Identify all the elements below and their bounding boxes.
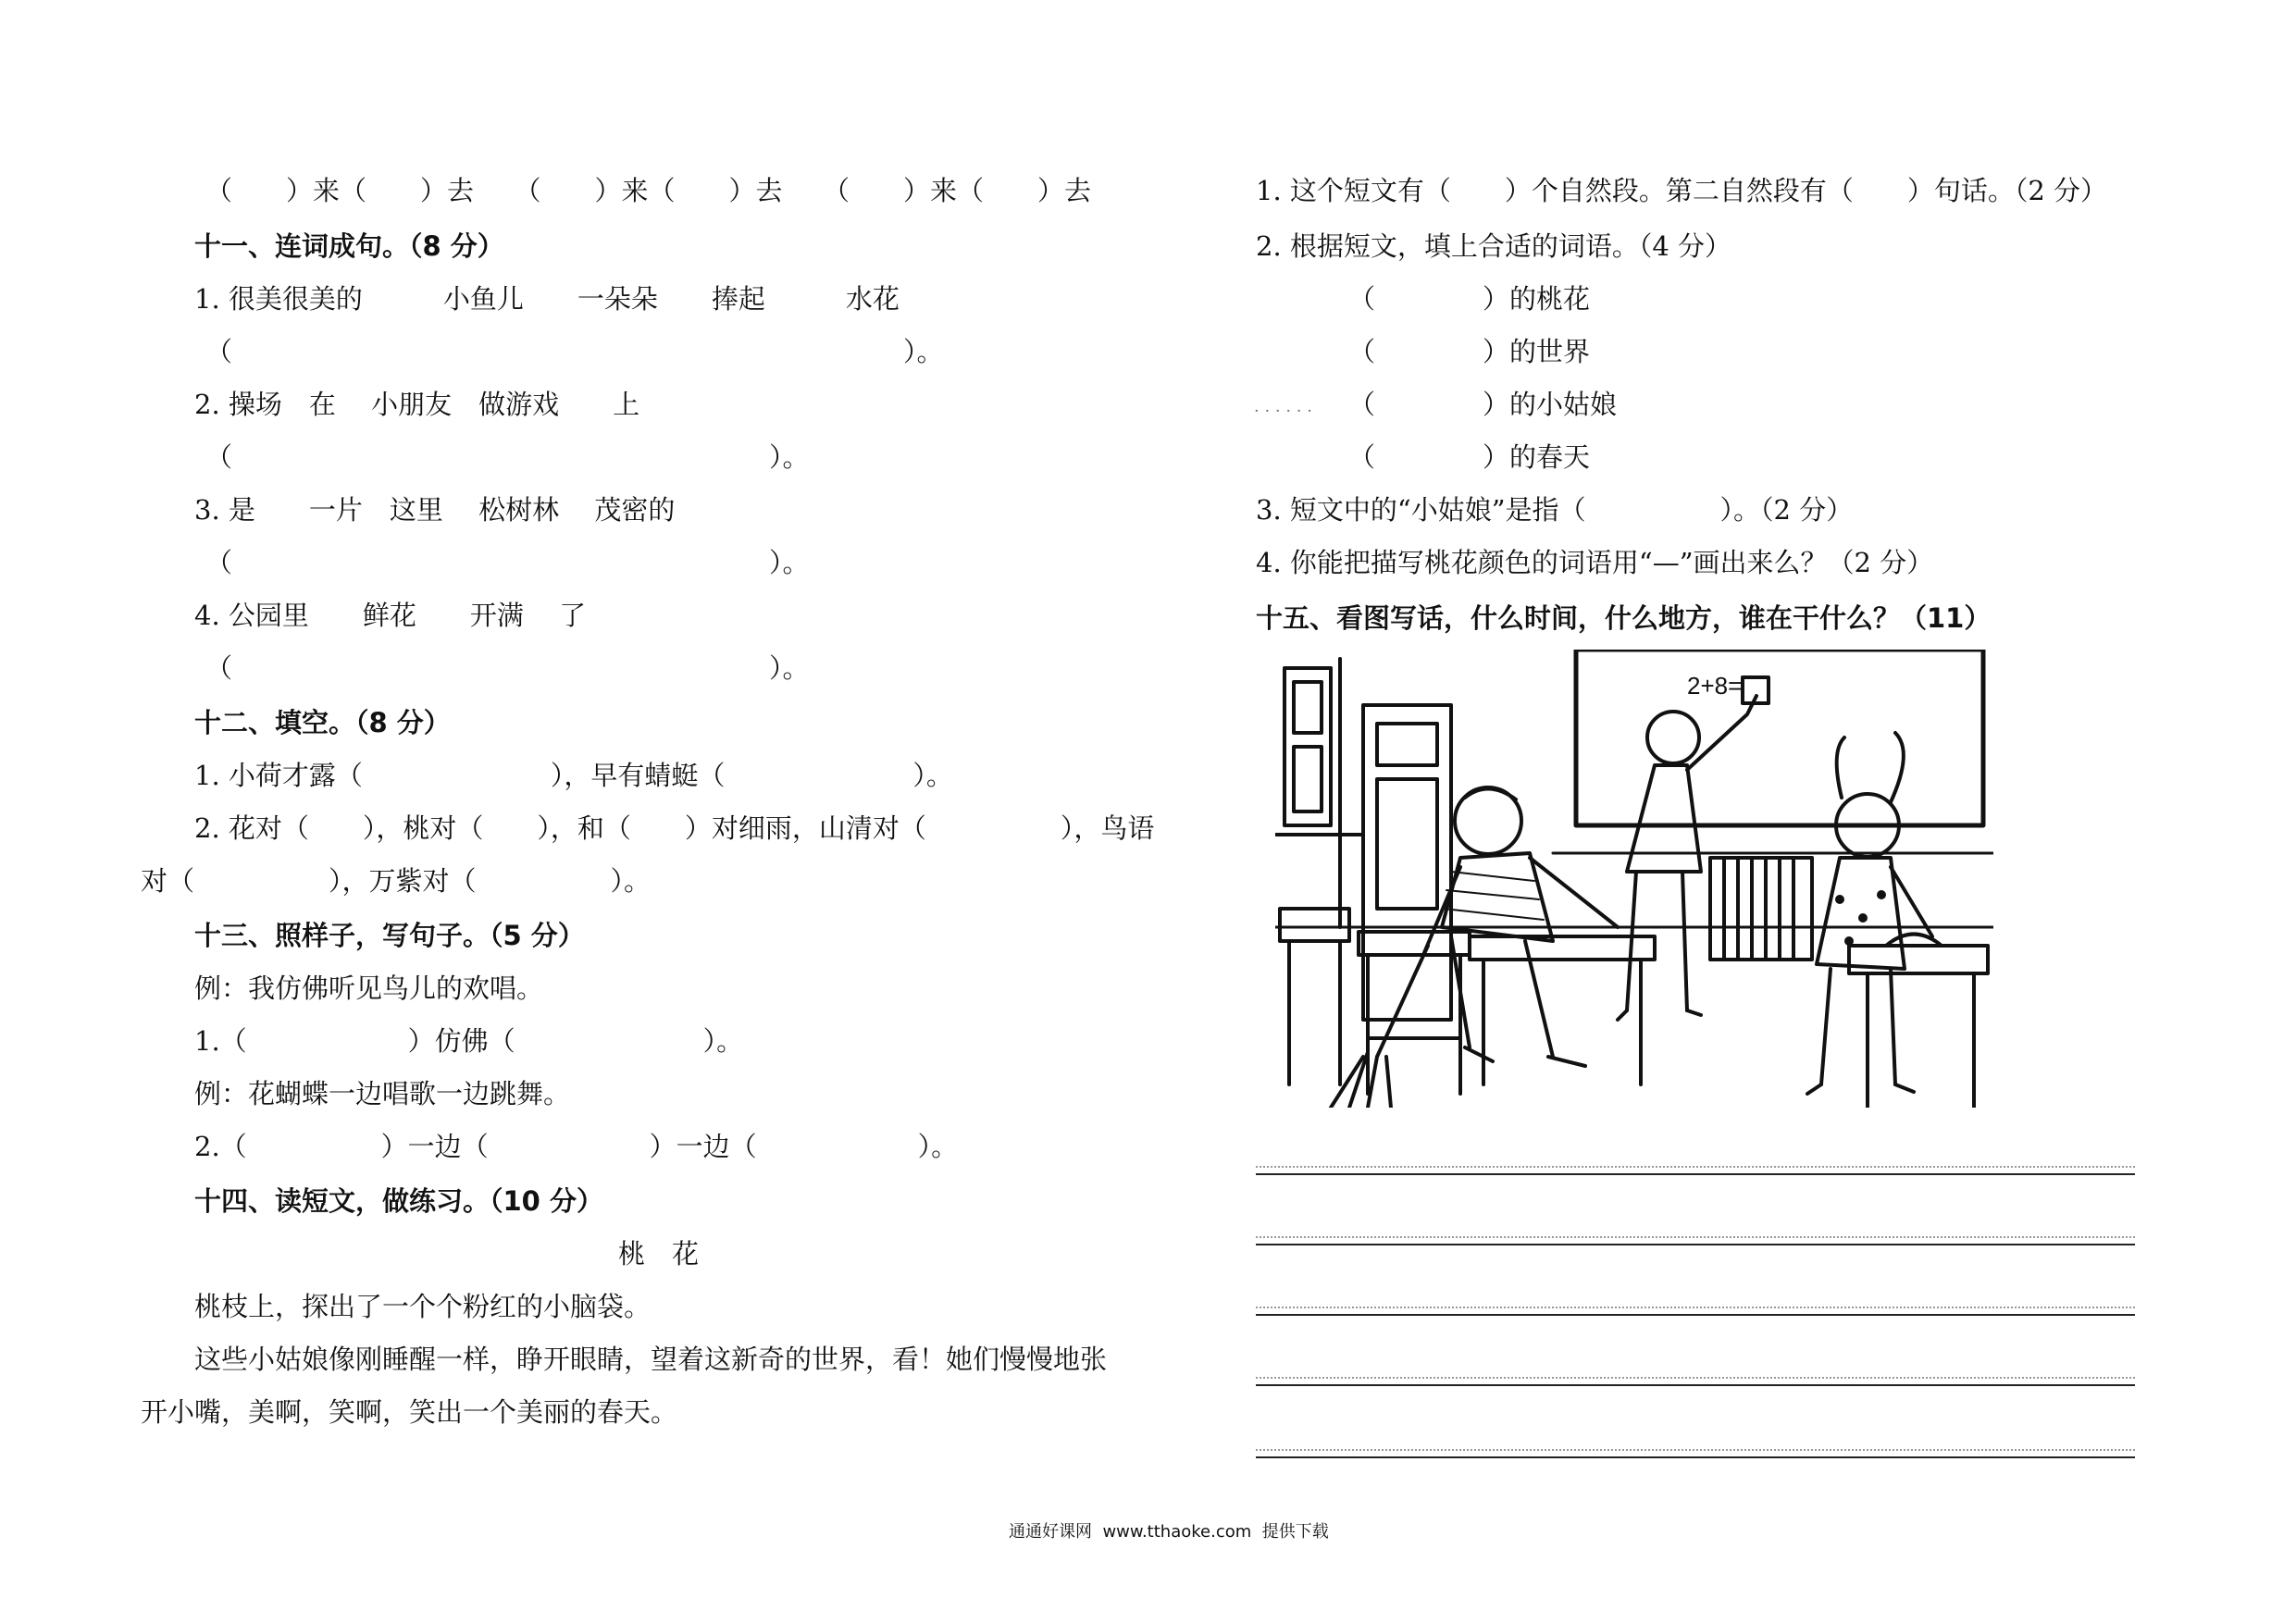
s11-answer-2: （ ）。 [205,441,810,473]
writing-line-4[interactable] [1256,1384,2135,1386]
s11-question-1: 1. 很美很美的 小鱼儿 一朵朵 捧起 水花 [194,283,900,315]
s13-example-1: 例：我仿佛听见鸟儿的欢唱。 [194,973,544,1004]
s11-answer-4: （ ）。 [205,652,810,684]
blackboard-equation: 2+8= [1687,672,1743,700]
s11-answer-3: （ ）。 [205,547,810,578]
s12-question-2-line-1: 2. 花对（ ），桃对（ ），和（ ）对细雨，山清对（ ），鸟语 [194,812,1155,844]
s12-question-2-line-2: 对（ ），万紫对（ ）。 [141,865,652,897]
poem-paragraph-1: 桃枝上，探出了一个个粉红的小脑袋。 [194,1291,652,1322]
fill-blank-4: （ ）的春天 [1348,441,1591,473]
s13-question-1: 1.（ ）仿佛（ ）。 [194,1025,744,1057]
poem-title: 桃 花 [618,1238,700,1270]
footer-credit: 通通好课网 www.tthaoke.com 提供下载 [1009,1522,1329,1542]
section-14-title: 十四、读短文，做练习。（10 分） [194,1185,603,1217]
section-12-title: 十二、填空。（8 分） [194,707,451,738]
poem-paragraph-2-line-2: 开小嘴，美啊，笑啊，笑出一个美丽的春天。 [141,1396,678,1428]
s11-question-3: 3. 是 一片 这里 松树林 茂密的 [194,494,676,526]
writing-line-3[interactable] [1256,1314,2135,1316]
poem-paragraph-2-line-1: 这些小姑娘像刚睡醒一样，睁开眼睛，望着这新奇的世界，看！她们慢慢地张 [194,1344,1108,1375]
s11-question-2: 2. 操场 在 小朋友 做游戏 上 [194,389,640,420]
s12-question-1: 1. 小荷才露（ ），早有蜻蜓（ ）。 [194,760,953,791]
fill-blank-1: （ ）的桃花 [1348,283,1591,315]
fill-blank-3: （ ）的小姑娘 [1348,389,1618,420]
s13-question-2: 2.（ ）一边（ ）一边（ ）。 [194,1131,959,1162]
section-15-title: 十五、看图写话，什么时间，什么地方，谁在干什么？（11） [1256,602,1992,634]
section-11-title: 十一、连词成句。（8 分） [194,230,504,262]
fill-blank-2: （ ）的世界 [1348,336,1591,367]
writing-line-2[interactable] [1256,1244,2135,1245]
s11-answer-1: （ ）。 [205,336,944,367]
laiqu-line: （ ）来（ ）去 （ ）来（ ）去 （ ）来（ ）去 [205,175,1092,206]
writing-line-1[interactable] [1256,1173,2135,1175]
reading-question-2: 2. 根据短文，填上合适的词语。（4 分） [1256,230,1732,262]
s11-question-4: 4. 公园里 鲜花 开满 了 [194,600,587,631]
dot-leader: · · · · · · [1254,402,1312,421]
reading-question-4: 4. 你能把描写桃花颜色的词语用“—”画出来么？（2 分） [1256,547,1934,578]
section-13-title: 十三、照样子，写句子。（5 分） [194,920,585,951]
reading-question-1: 1. 这个短文有（ ）个自然段。第二自然段有（ ）句话。（2 分） [1256,175,2108,206]
writing-line-5[interactable] [1256,1456,2135,1458]
classroom-illustration [1275,650,1993,1108]
s13-example-2: 例：花蝴蝶一边唱歌一边跳舞。 [194,1078,571,1109]
reading-question-3: 3. 短文中的“小姑娘”是指（ ）。（2 分） [1256,494,1854,526]
